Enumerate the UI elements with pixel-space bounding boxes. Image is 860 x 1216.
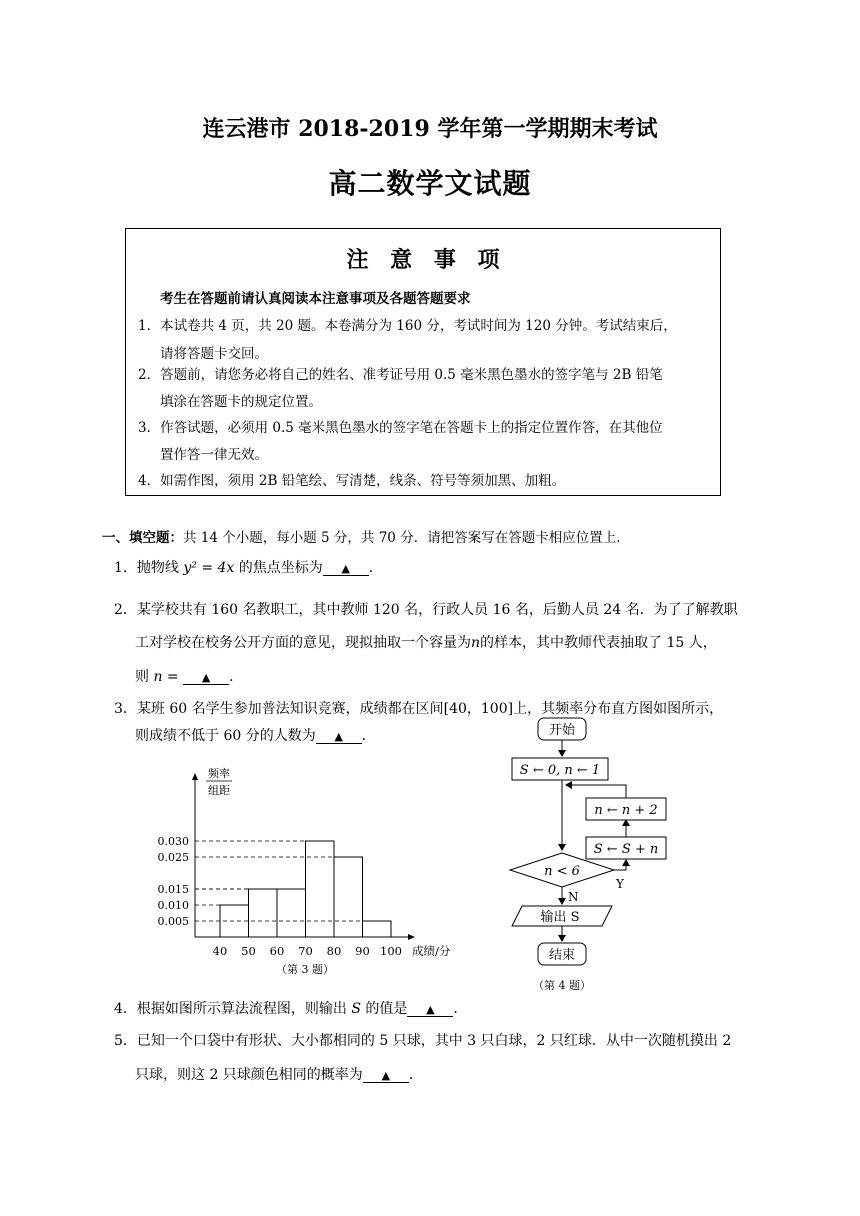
answer-blank: ▲	[407, 1004, 453, 1017]
question-2-line-2	[135, 632, 717, 652]
answer-blank: ▲	[183, 672, 229, 685]
y-label-top: 频率	[208, 767, 230, 780]
q2-end: ．	[229, 669, 244, 685]
question-3-line-1: 3．某班 60 名学生参加普法知识竞赛，成绩都在区间[40，100]上，其频率分布直方图如图所示，	[114, 701, 724, 717]
q2-then: 则	[135, 669, 154, 685]
x-tick-label: 40	[212, 944, 228, 958]
histogram-bar	[334, 857, 363, 937]
flow-init-label: S ← 0, n ← 1	[519, 763, 601, 778]
notice-box	[125, 228, 721, 496]
exam-title: 连云港市 2018-2019 学年第一学期期末考试	[202, 116, 658, 142]
q5-end: ．	[408, 1067, 423, 1083]
flow-end-label: 结束	[548, 948, 576, 963]
exam-subtitle: 高二数学文试题	[328, 167, 532, 200]
x-tick-label: 80	[326, 944, 342, 958]
question-1	[114, 557, 383, 577]
notice-line-4: 填涂在答题卡的规定位置。	[160, 394, 322, 410]
x-axis-label: 成绩/分	[412, 944, 451, 958]
histogram-bar	[306, 841, 335, 937]
answer-blank: ▲	[363, 1070, 409, 1083]
y-tick-label: 0.005	[157, 915, 189, 928]
question-5-line-1: 5．已知一个口袋中有形状、大小都相同的 5 只球，其中 3 只白球，2 只红球．从中一次随机摸出 2	[114, 1033, 732, 1049]
answer-blank: ▲	[323, 563, 369, 576]
x-axis-arrow	[408, 934, 415, 940]
x-tick-label: 100	[380, 944, 402, 958]
y-tick-label: 0.015	[157, 883, 189, 896]
flow-yes-arrow	[614, 860, 626, 870]
q5-text: 只球，则这 2 只球颜色相同的概率为	[135, 1067, 363, 1083]
histogram-chart	[150, 760, 470, 985]
notice-line-7: 4．如需作图，须用 2B 铅笔绘、写清楚，线条、符号等须加黑、加粗。	[138, 473, 566, 489]
flow-start-label: 开始	[548, 723, 576, 738]
notice-line-2: 请将答题卡交回。	[160, 346, 268, 362]
section-header	[102, 526, 630, 546]
histogram-bar	[249, 889, 278, 937]
answer-blank: ▲	[316, 731, 362, 744]
q1-text: 1．抛物线	[114, 560, 184, 576]
flow-output-label: 输出 S	[540, 910, 580, 925]
histogram-bar	[277, 889, 306, 937]
flowchart	[500, 712, 680, 997]
notice-line-5: 3．作答试题，必须用 0.5 毫米黑色墨水的签字笔在答题卡上的指定位置作答，在其他位	[138, 420, 663, 436]
flow-condition-label: n < 6	[544, 864, 580, 879]
x-tick-label: 90	[355, 944, 370, 958]
question-2-line-1: 2．某学校共有 160 名教职工，其中教师 120 名，行政人员 16 名，后勤人员 24 名．为了了解教职	[114, 602, 738, 618]
q4-var: S	[351, 1001, 361, 1017]
q2-text-2: 的样本，其中教师代表抽取了 15 人，	[480, 635, 717, 651]
notice-line-1: 1．本试卷共 4 页，共 20 题。本卷满分为 160 分，考试时间为 120 分钟。考试结束后，	[138, 318, 677, 334]
notice-line-6: 置作答一律无效。	[160, 447, 268, 463]
q2-var-2: n	[153, 669, 163, 685]
y-tick-label: 0.010	[157, 899, 189, 912]
question-4	[114, 998, 467, 1018]
flow-no-label: N	[568, 890, 579, 904]
q2-var: n	[471, 635, 481, 651]
question-3-line-2	[135, 725, 376, 745]
y-tick-label: 0.025	[157, 851, 189, 864]
notice-heading: 注 意 事 项	[346, 248, 500, 273]
y-tick-label: 0.030	[157, 835, 189, 848]
q1-math: y² = 4x	[183, 560, 235, 576]
section-label: 一、填空题：	[102, 530, 183, 546]
q3-end: ．	[361, 728, 376, 744]
q1-text-2: 的焦点坐标为	[234, 560, 323, 576]
flow-increment-label: n ← n + 2	[594, 803, 658, 818]
x-tick-label: 50	[241, 944, 256, 958]
flowchart-caption: （第 4 题）	[533, 979, 591, 992]
figure-caption: （第 3 题）	[276, 963, 334, 976]
flow-yes-label: Y	[616, 877, 624, 891]
question-5-line-2	[135, 1064, 423, 1084]
q2-eq: =	[162, 669, 184, 685]
q4-text-2: 的值是	[360, 1001, 408, 1017]
histogram-bar	[363, 921, 392, 937]
notice-subheading: 考生在答题前请认真阅读本注意事项及各题答题要求	[160, 291, 471, 307]
y-axis-arrow	[192, 773, 198, 780]
y-label-bottom: 组距	[208, 784, 230, 797]
q3-text: 则成绩不低于 60 分的人数为	[135, 728, 316, 744]
section-text: 共 14 个小题，每小题 5 分，共 70 分．请把答案写在答题卡相应位置上．	[183, 530, 630, 546]
notice-line-3: 2．答题前，请您务必将自己的姓名、准考证号用 0.5 毫米黑色墨水的签字笔与 2B 铅笔	[138, 367, 663, 383]
q2-text: 工对学校在校务公开方面的意见，现拟抽取一个容量为	[135, 635, 471, 651]
flow-loop-line	[588, 785, 626, 798]
question-2-line-3	[135, 666, 243, 686]
x-tick-label: 60	[269, 944, 285, 958]
q4-text: 4．根据如图所示算法流程图，则输出	[114, 1001, 352, 1017]
q1-end: ．	[368, 560, 383, 576]
flow-sum-label: S ← S + n	[593, 842, 659, 857]
q4-end: ．	[453, 1001, 468, 1017]
x-tick-label: 70	[298, 944, 313, 958]
